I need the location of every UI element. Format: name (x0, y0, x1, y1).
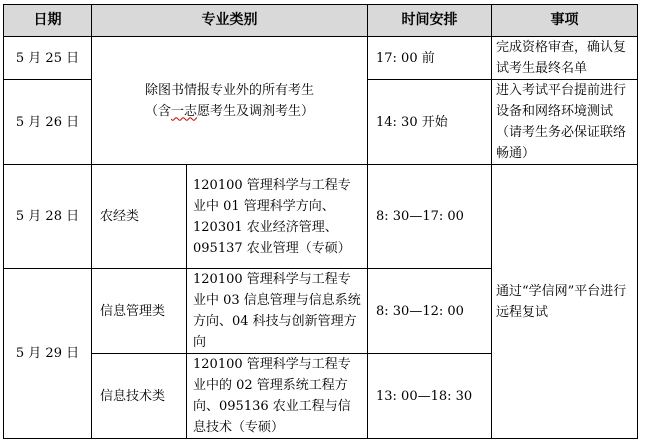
detail-cell: 120100 管理科学与工程专业中 03 信息管理与信息系统方向、04 科技与创新管理方向 (187, 269, 368, 354)
detail-cell: 120100 管理科学与工程专业中的 02 管理系统工程方向、095136 农业工程与信息技术（专硕） (187, 354, 368, 439)
major-all-cell (92, 37, 368, 165)
spellcheck-mark: 一志 (170, 103, 197, 119)
date-cell: 5 月 29 日 (4, 269, 92, 439)
header-item: 事项 (492, 5, 638, 37)
date-cell: 5 月 25 日 (4, 37, 92, 80)
item-cell: 进入考试平台提前进行设备和网络环境测试（请考生务必保证联络畅通） (492, 80, 638, 165)
category-cell: 信息技术类 (92, 354, 187, 439)
schedule-table (3, 4, 638, 439)
item-cell: 完成资格审查，确认复试考生最终名单 (492, 37, 638, 80)
header-major: 专业类别 (92, 5, 368, 37)
major-all-line1: 除图书情报专业外的所有考生 (144, 82, 314, 98)
table-row (4, 165, 638, 269)
date-cell: 5 月 26 日 (4, 80, 92, 165)
time-cell: 14: 30 开始 (368, 80, 492, 165)
date-cell: 5 月 28 日 (4, 165, 92, 269)
remote-cell: 通过“学信网”平台进行远程复试 (492, 165, 638, 439)
time-cell: 8: 30—12: 00 (368, 269, 492, 354)
time-cell: 13: 00—18: 30 (368, 354, 492, 439)
category-cell: 信息管理类 (92, 269, 187, 354)
table-row (4, 37, 638, 80)
detail-cell: 120100 管理科学与工程专业中 01 管理科学方向、120301 农业经济管理、095137 农业管理（专硕） (187, 165, 368, 269)
header-row (4, 5, 638, 37)
time-cell: 8: 30—17: 00 (368, 165, 492, 269)
major-all-line2: （含一志愿考生及调剂考生） (144, 103, 315, 119)
category-cell: 农经类 (92, 165, 187, 269)
header-date: 日期 (4, 5, 92, 37)
header-time: 时间安排 (368, 5, 492, 37)
time-cell: 17: 00 前 (368, 37, 492, 80)
